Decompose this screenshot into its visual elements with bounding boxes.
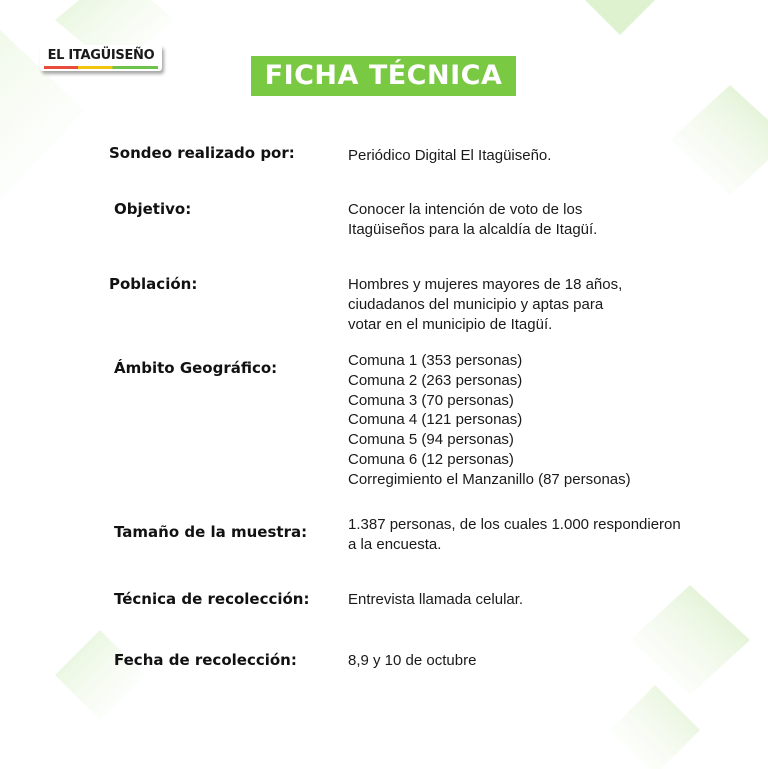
value-line: Comuna 2 (263 personas) — [348, 371, 523, 389]
value-line: Entrevista llamada celular. — [348, 591, 524, 608]
label-objetivo: Objetivo: — [114, 200, 192, 218]
value-line: votar en el municipio de Itagüí. — [348, 315, 553, 333]
value-line: Itagüiseños para la alcaldía de Itagüí. — [348, 220, 598, 238]
value-objetivo — [348, 200, 597, 240]
value-line: Comuna 3 (70 personas) — [348, 391, 514, 409]
value-ambito — [348, 351, 631, 490]
value-line: ciudadanos del municipio y aptas para — [348, 295, 604, 313]
value-line: Comuna 4 (121 personas) — [348, 411, 523, 429]
value-poblacion — [348, 275, 622, 334]
value-line: Comuna 6 (12 personas) — [348, 450, 514, 468]
value-fecha — [348, 651, 476, 671]
label-tecnica: Técnica de recolección: — [114, 590, 310, 608]
value-line: Hombres y mujeres mayores de 18 años, — [348, 276, 623, 293]
value-line: a la encuesta. — [348, 535, 442, 553]
value-line: Comuna 5 (94 personas) — [348, 431, 514, 449]
value-tamano — [348, 515, 681, 555]
label-poblacion: Población: — [109, 275, 198, 293]
value-line: Comuna 1 (353 personas) — [348, 352, 523, 369]
title-banner — [251, 56, 516, 96]
label-ambito: Ámbito Geográfico: — [114, 359, 278, 377]
label-tamano: Tamaño de la muestra: — [114, 523, 308, 541]
brand-logo-text: EL ITAGÜISEÑO — [47, 48, 155, 63]
page-title: FICHA TÉCNICA — [264, 60, 503, 91]
label-sondeo: Sondeo realizado por: — [109, 144, 295, 162]
value-tecnica — [348, 590, 523, 610]
value-sondeo — [348, 146, 551, 166]
label-fecha: Fecha de recolección: — [114, 651, 297, 669]
value-line: 1.387 personas, de los cuales 1.000 respondieron — [348, 516, 681, 533]
brand-logo-stripe — [44, 66, 158, 69]
value-line: Periódico Digital El Itagüiseño. — [348, 147, 552, 164]
value-line: 8,9 y 10 de octubre — [348, 652, 477, 669]
value-line: Corregimiento el Manzanillo (87 personas) — [348, 470, 631, 488]
value-line: Conocer la intención de voto de los — [348, 201, 583, 218]
brand-logo — [40, 45, 162, 71]
